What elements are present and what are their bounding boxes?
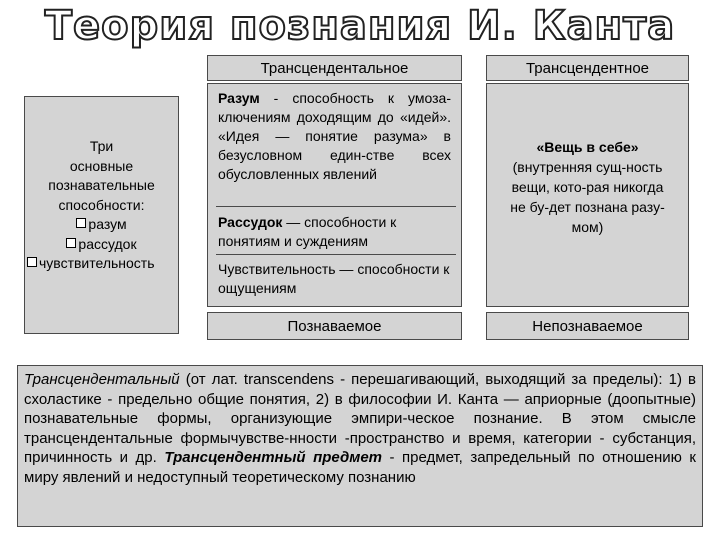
definition-text-2: - предмет, запредельный по отношению к миру явлений и недоступный теоретическому познанию [24,449,696,486]
definition-text-1: (от лат. transcendens - перешагивающий, выходящий за пределы): 1) в схоластике - предельно общие понятия, 2) в философии И. Канта — априорные (доопытные) познавательные формы, организующие эмпири-ческое познание. В этом смысле трансцендентальные формычувстве-нности -пространство и время, категории - субстанция, причинность и др. [24,371,696,467]
abilities-line-3: познавательные [48,177,155,193]
label-unknowable: Непознаваемое [486,312,689,340]
reason-text: - способность к умоза-ключениям доходящим до «идей». «Идея — понятие разума» в безусловном един-стве всех обусловленных явлений [218,90,451,182]
label-knowable: Познаваемое [207,312,462,340]
understanding-definition [210,211,459,253]
sensibility-definition: Чувствительность — способности к ощущениям [218,261,450,296]
term-transcendental: Трансцендентальный [24,371,180,388]
abilities-line-4: способности: [58,196,145,213]
divider [216,254,456,255]
ability-item-understanding: рассудок [25,235,178,255]
reason-definition [210,87,459,186]
cognitive-abilities-box [24,96,179,334]
thing-in-itself-text: (внутренняя сущ-ность вещи, кото-рая никогда не бу-дет познана разу-мом) [510,159,665,235]
ability-item-reason: разум [25,215,178,235]
header-transcendent: Трансцендентное [486,55,689,81]
square-bullet-icon [27,257,37,267]
abilities-line-1: Три [89,138,114,154]
slide-title: Теория познания И. Канта [44,3,676,49]
ability-item-sensibility: чувствительность [25,254,178,274]
understanding-text: — способности к понятиям и суждениям [218,214,397,249]
square-bullet-icon [66,238,76,248]
definition-box [17,365,703,527]
thing-in-itself-heading: «Вещь в себе» [536,139,639,155]
understanding-term: Рассудок [218,214,283,230]
term-transcendent-object: Трансцендентный предмет [164,449,383,467]
header-transcendental: Трансцендентальное [207,55,462,81]
divider [216,206,456,207]
reason-term: Разум [218,90,260,106]
thing-in-itself-box [486,83,689,307]
abilities-line-2: основные [69,157,134,174]
square-bullet-icon [76,218,86,228]
